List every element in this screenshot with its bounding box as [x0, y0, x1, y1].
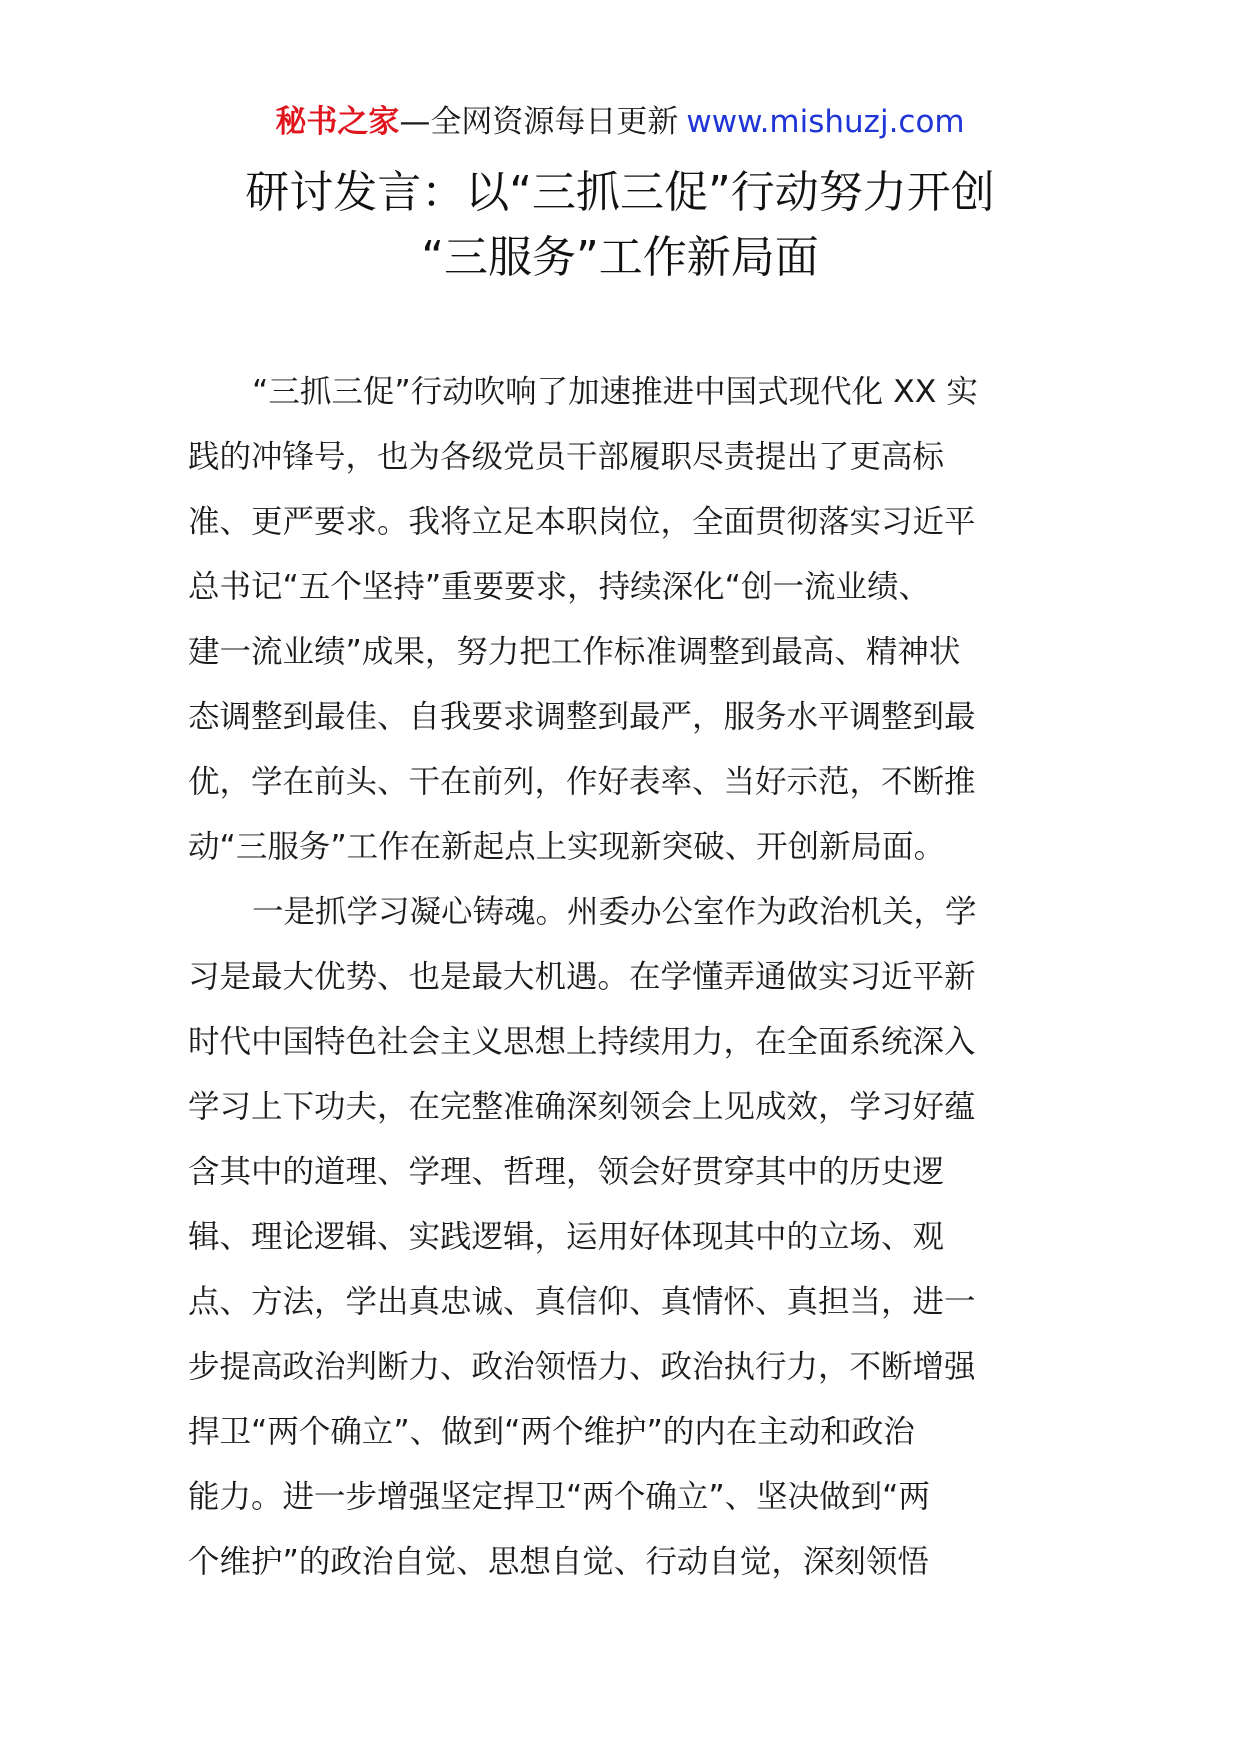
document-title [150, 160, 1090, 290]
text-line: 个维护”的政治自觉、思想自觉、行动自觉，深刻领悟 [188, 1544, 929, 1580]
paragraph-1 [188, 360, 1058, 880]
text-line: 态调整到最佳、自我要求调整到最严，服务水平调整到最 [188, 699, 976, 735]
text-line: 建一流业绩”成果，努力把工作标准调整到最高、精神状 [188, 634, 961, 670]
site-url[interactable]: www.mishuzj.com [686, 104, 965, 140]
text-line: 准、更严要求。我将立足本职岗位，全面贯彻落实习近平 [188, 504, 976, 540]
text-line: “三抓三促”行动吹响了加速推进中国式现代化 XX 实 [252, 374, 978, 410]
text-line: 辑、理论逻辑、实践逻辑，运用好体现其中的立场、观 [188, 1219, 945, 1255]
text-line: 能力。进一步增强坚定捍卫“两个确立”、坚决做到“两 [188, 1479, 930, 1515]
text-line: 优，学在前头、干在前列，作好表率、当好示范，不断推 [188, 764, 976, 800]
text-line: 步提高政治判断力、政治领悟力、政治执行力，不断增强 [188, 1349, 976, 1385]
header-dash: — [399, 104, 431, 140]
text-line: 动“三服务”工作在新起点上实现新突破、开创新局面。 [188, 829, 946, 865]
text-line: 践的冲锋号，也为各级党员干部履职尽责提出了更高标 [188, 439, 945, 475]
text-line: 点、方法，学出真忠诚、真信仰、真情怀、真担当，进一 [188, 1284, 976, 1320]
title-line-1: 研讨发言：以“三抓三促”行动努力开创 [245, 167, 995, 218]
text-line: 捍卫“两个确立”、做到“两个维护”的内在主动和政治 [188, 1414, 915, 1450]
text-line: 习是最大优势、也是最大机遇。在学懂弄通做实习近平新 [188, 959, 976, 995]
title-line-2: “三服务”工作新局面 [421, 232, 819, 283]
document-body [188, 360, 1058, 1595]
text-line: 一是抓学习凝心铸魂。州委办公室作为政治机关，学 [252, 894, 977, 930]
text-line: 总书记“五个坚持”重要要求，持续深化“创一流业绩、 [188, 569, 930, 605]
paragraph-2 [188, 880, 1058, 1595]
header-tagline: 全网资源每日更新 [430, 104, 679, 140]
text-line: 含其中的道理、学理、哲理，领会好贯穿其中的历史逻 [188, 1154, 945, 1190]
text-line: 时代中国特色社会主义思想上持续用力，在全面系统深入 [188, 1024, 976, 1060]
text-line: 学习上下功夫，在完整准确深刻领会上见成效，学习好蕴 [188, 1089, 976, 1125]
site-header [0, 100, 1240, 144]
brand-name: 秘书之家 [275, 104, 400, 140]
